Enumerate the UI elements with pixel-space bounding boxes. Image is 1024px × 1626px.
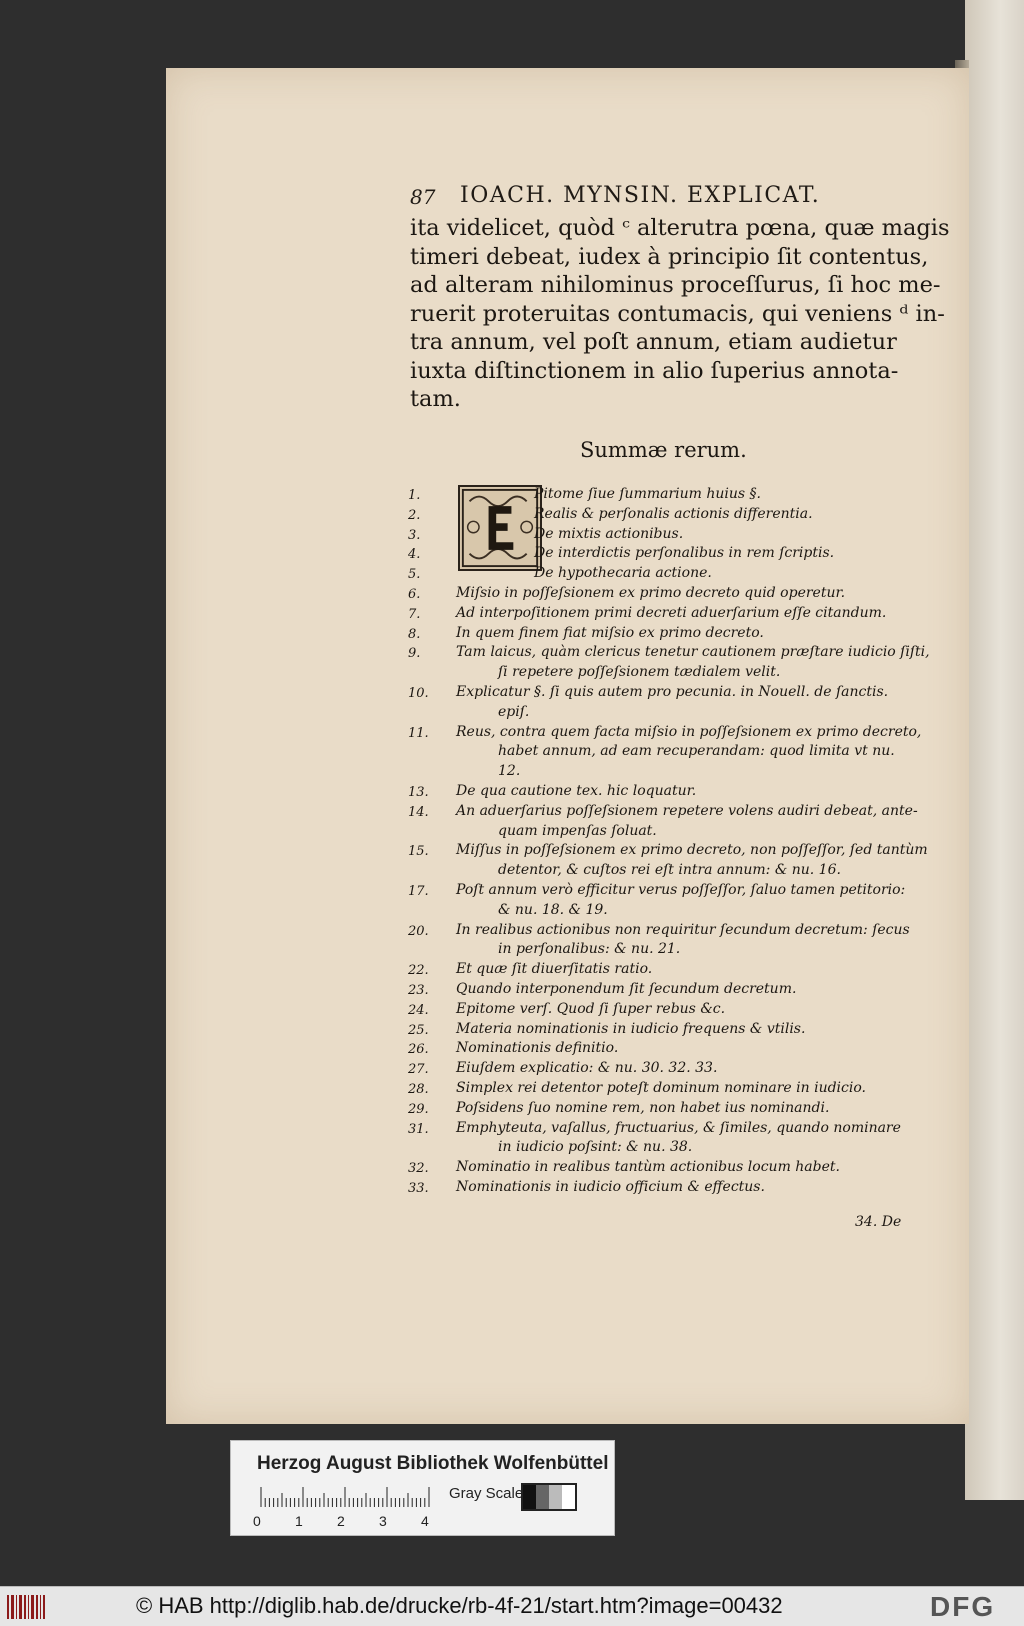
summary-entry — [408, 704, 918, 726]
entry-text: Ad interpoſitionem primi decreti aduerſarium eſſe citandum. — [456, 604, 887, 621]
body-line: ad alteram nihilominus proceſſurus, ſi hoc me- — [410, 272, 941, 298]
entry-text: & nu. 18. & 19. — [498, 901, 608, 918]
summary-entry — [408, 1100, 918, 1122]
entry-number: 1. — [408, 488, 421, 503]
summary-entry — [408, 882, 918, 904]
entry-text: detentor, & cuſtos rei eſt intra annum: & nu. 16. — [498, 862, 841, 879]
entry-number: 32. — [408, 1161, 429, 1177]
summary-entry — [408, 1080, 918, 1102]
entry-number: 14. — [408, 804, 429, 820]
entry-text: Emphyteuta, vaſallus, fructuarius, & ſimiles, quando nominare — [456, 1119, 901, 1136]
summary-entry — [408, 486, 918, 508]
barcode-icon — [6, 1593, 46, 1621]
ruler-number: 1 — [295, 1513, 303, 1529]
body-line: tam. — [410, 386, 461, 412]
section-title: Summæ rerum. — [580, 438, 747, 462]
body-line: iuxta diſtinctionem in alio ſuperius annota- — [410, 357, 899, 384]
dfg-logo: DFG — [930, 1591, 996, 1622]
entry-text: Tam laicus, quàm clericus tenetur cautionem præſtare iudicio ſiſti, — [456, 644, 930, 661]
entry-number: 9. — [408, 646, 421, 662]
summary-entry — [408, 545, 918, 567]
entry-number: 20. — [408, 923, 429, 939]
summary-entry — [408, 823, 918, 845]
entry-text: in perſonalibus: & nu. 21. — [498, 941, 681, 958]
summary-entry — [408, 723, 922, 746]
entry-text: Simplex rei detentor poteſt dominum nominare in iudicio. — [456, 1080, 866, 1096]
entry-text: ſi repetere poſſeſsionem tædialem velit. — [498, 664, 781, 681]
ruler-numbers — [253, 1513, 453, 1531]
body-line: ruerit proteruitas contumacis, qui veniens ᵈ in- — [410, 300, 945, 327]
entry-text: De mixtis actionibus. — [534, 525, 684, 542]
summary-entry — [408, 803, 918, 825]
body-line: ita videlicet, quòd ᶜ alterutra pœna, quæ magis — [410, 215, 950, 241]
summary-entry — [408, 763, 918, 785]
entry-number: 33. — [408, 1181, 429, 1196]
entry-number: 6. — [408, 587, 421, 602]
entry-number: 28. — [408, 1082, 429, 1097]
summary-entry — [408, 684, 918, 706]
entry-text: In quem finem fiat miſsio ex primo decreto. — [456, 624, 764, 641]
entry-number: 3. — [408, 527, 421, 543]
summary-entry — [408, 664, 918, 686]
entry-text: Et quæ ſit diuerſitatis ratio. — [456, 961, 653, 978]
summary-entry — [408, 625, 918, 647]
entry-number: 29. — [408, 1101, 429, 1117]
summary-entry — [408, 1139, 918, 1161]
entry-text: habet annum, ad eam recuperandam: quod limita vt nu. — [498, 743, 895, 760]
entry-text: Nominationis definitio. — [456, 1040, 619, 1057]
summary-entry — [408, 644, 930, 666]
entry-text: Quando interponendum ſit ſecundum decretum. — [456, 981, 797, 997]
summary-entry — [408, 862, 918, 884]
gray-scale-swatches — [521, 1483, 577, 1511]
entry-text: De hypothecaria actione. — [534, 565, 712, 582]
ruler-number: 4 — [421, 1513, 429, 1529]
entry-text: Miſſus in poſſeſsionem ex primo decreto, non poſſeſſor, ſed tantùm — [456, 842, 928, 859]
gray-swatch — [562, 1485, 575, 1509]
entry-text: In realibus actionibus non requiritur ſecundum decretum: ſecus — [456, 921, 910, 938]
catchword: 34. De — [855, 1214, 902, 1230]
entry-number: 15. — [408, 844, 429, 860]
entry-number: 7. — [408, 606, 421, 622]
summary-entry — [408, 842, 928, 864]
summary-entry — [408, 565, 918, 587]
library-name: Herzog August Bibliothek Wolfenbüttel — [257, 1453, 609, 1474]
entry-number: 4. — [408, 547, 421, 563]
library-label — [230, 1440, 615, 1536]
entry-text: Realis & perſonalis actionis differentia. — [534, 505, 813, 522]
footer-url[interactable]: © HAB http://diglib.hab.de/drucke/rb-4f-21/start.htm?image=00432 — [136, 1593, 783, 1618]
entry-text: in iudicio poſsint: & nu. 38. — [498, 1139, 693, 1156]
entry-text: An aduerſarius poſſeſsionem repetere volens audiri debeat, ante- — [456, 802, 918, 819]
summary-entry — [408, 941, 918, 963]
summary-entry — [408, 1001, 918, 1023]
entry-number: 22. — [408, 963, 429, 979]
ruler-number: 2 — [337, 1513, 345, 1529]
summary-entry — [408, 961, 918, 983]
entry-number: 2. — [408, 507, 421, 523]
running-head — [410, 183, 880, 213]
entry-number: 26. — [408, 1042, 429, 1058]
header-title: IOACH. MYNSIN. EXPLICAT. — [460, 183, 821, 208]
summary-entry — [408, 526, 918, 548]
entry-number: 31. — [408, 1121, 429, 1137]
entry-number: 25. — [408, 1022, 429, 1038]
summary-entry — [408, 1179, 918, 1201]
footer-bar — [0, 1586, 1024, 1626]
summary-entry — [408, 585, 918, 607]
page-number: 87 — [410, 185, 436, 209]
entry-number: 23. — [408, 983, 429, 998]
entry-number: 5. — [408, 567, 421, 583]
entry-number: 24. — [408, 1002, 429, 1018]
entry-text: Materia nominationis in iudicio frequens & vtilis. — [456, 1020, 806, 1037]
entry-text: Epitome verſ. Quod ſi ſuper rebus &c. — [456, 1000, 726, 1017]
body-paragraph — [410, 214, 950, 414]
summary-entry — [408, 1159, 918, 1181]
entry-number: 8. — [408, 626, 421, 642]
entry-number: 17. — [408, 884, 429, 899]
entry-text: Explicatur §. ſi quis autem pro pecunia. in Nouell. de ſanctis. — [456, 684, 889, 700]
entry-text: quam impenſas ſoluat. — [498, 822, 657, 839]
body-line: tra annum, vel poſt annum, etiam audietur — [410, 329, 897, 355]
summary-entry — [408, 506, 918, 528]
summary-entry — [408, 1060, 918, 1082]
entry-text: epiſ. — [498, 703, 530, 720]
summary-entry — [408, 1040, 918, 1062]
entry-number: 11. — [408, 725, 429, 741]
entry-number: 13. — [408, 785, 429, 800]
ruler-number: 3 — [379, 1513, 387, 1529]
gray-scale-label: Gray Scale — [449, 1485, 524, 1502]
entry-text: Reus, contra quem facta miſsio in poſſeſsionem ex primo decreto, — [456, 723, 922, 740]
ruler-icon — [259, 1485, 439, 1507]
entry-text: Poſsidens ſuo nomine rem, non habet ius nominandi. — [456, 1099, 830, 1116]
ruler-number: 0 — [253, 1513, 261, 1529]
gray-swatch — [536, 1485, 549, 1509]
summary-entry — [408, 605, 918, 627]
summary-entry — [408, 1120, 918, 1142]
gray-swatch — [523, 1485, 536, 1509]
entry-text: Nominatio in realibus tantùm actionibus locum habet. — [456, 1159, 840, 1176]
entry-text: Miſsio in poſſeſsionem ex primo decreto quid operetur. — [456, 585, 846, 601]
entry-number: 10. — [408, 686, 429, 701]
body-line: timeri debeat, iudex à principio ſit contentus, — [410, 243, 929, 270]
entry-text: De interdictis perſonalibus in rem ſcriptis. — [534, 545, 835, 562]
entry-text: Eiuſdem explicatio: & nu. 30. 32. 33. — [456, 1060, 718, 1077]
entry-text: Poſt annum verò efficitur verus poſſeſſor, ſaluo tamen petitorio: — [456, 882, 906, 898]
gray-swatch — [549, 1485, 562, 1509]
summary-entry — [408, 981, 918, 1003]
summary-entry — [408, 743, 918, 765]
facing-page-edge — [965, 0, 1024, 1500]
entry-number: 27. — [408, 1062, 429, 1078]
summary-entry — [408, 783, 918, 805]
entry-text: Pitome ſiue ſummarium huius §. — [534, 486, 761, 502]
summary-entry — [408, 922, 918, 944]
entry-text: De qua cautione tex. hic loquatur. — [456, 783, 697, 799]
entry-text: Nominationis in iudicio officium & effectus. — [456, 1179, 765, 1195]
summary-entry — [408, 1021, 918, 1043]
entry-text: 12. — [498, 763, 521, 780]
summary-entry — [408, 902, 918, 924]
